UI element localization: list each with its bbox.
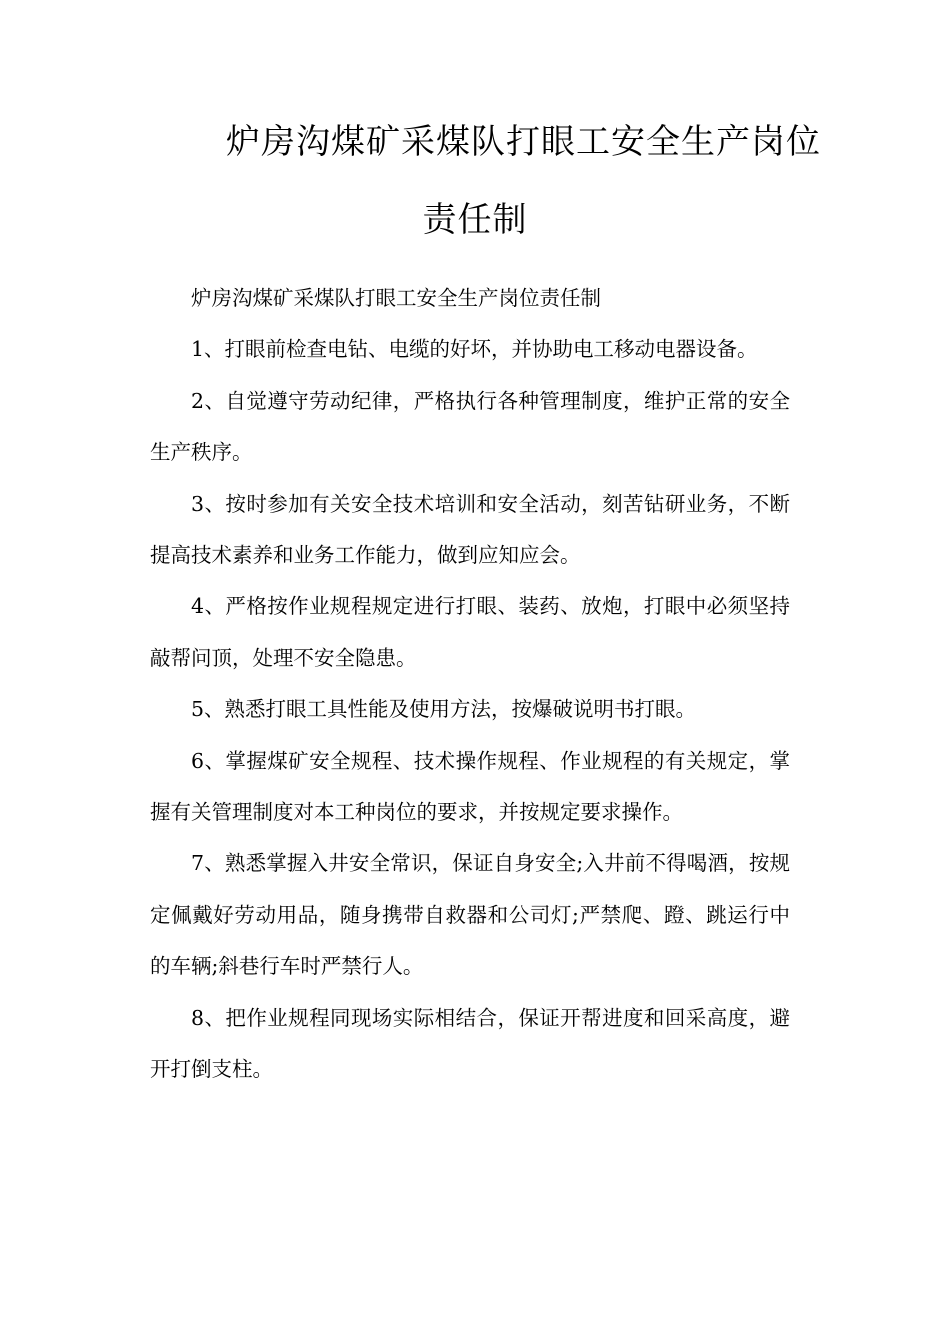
paragraph-item-2: 2、自觉遵守劳动纪律，严格执行各种管理制度，维护正常的安全生产秩序。 [150, 388, 790, 465]
paragraph-item-1: 1、打眼前检查电钻、电缆的好坏，并协助电工移动电器设备。 [191, 337, 758, 362]
document-title-line-1: 炉房沟煤矿采煤队打眼工安全生产岗位 [226, 122, 821, 162]
paragraph-item-7: 7、熟悉掌握入井安全常识，保证自身安全;入井前不得喝酒，按规定佩戴好劳动用品，随身携带自救器和公司灯;严禁爬、蹬、跳运行中的车辆;斜巷行车时严禁行人。 [150, 851, 790, 979]
paragraph-item-5: 5、熟悉打眼工具性能及使用方法，按爆破说明书打眼。 [191, 697, 697, 722]
paragraph-item-3: 3、按时参加有关安全技术培训和安全活动，刻苦钻研业务，不断提高技术素养和业务工作能力，做到应知应会。 [150, 491, 790, 568]
paragraph-subtitle: 炉房沟煤矿采煤队打眼工安全生产岗位责任制 [191, 286, 601, 310]
document-title-line-2: 责任制 [422, 200, 528, 240]
paragraph-item-4: 4、严格按作业规程规定进行打眼、装药、放炮，打眼中必须坚持敲帮问顶，处理不安全隐患。 [150, 594, 790, 670]
paragraph-item-6: 6、掌握煤矿安全规程、技术操作规程、作业规程的有关规定，掌握有关管理制度对本工种岗位的要求，并按规定要求操作。 [150, 748, 790, 825]
paragraph-item-8: 8、把作业规程同现场实际相结合，保证开帮进度和回采高度，避开打倒支柱。 [150, 1005, 790, 1082]
document-body [150, 273, 790, 1096]
